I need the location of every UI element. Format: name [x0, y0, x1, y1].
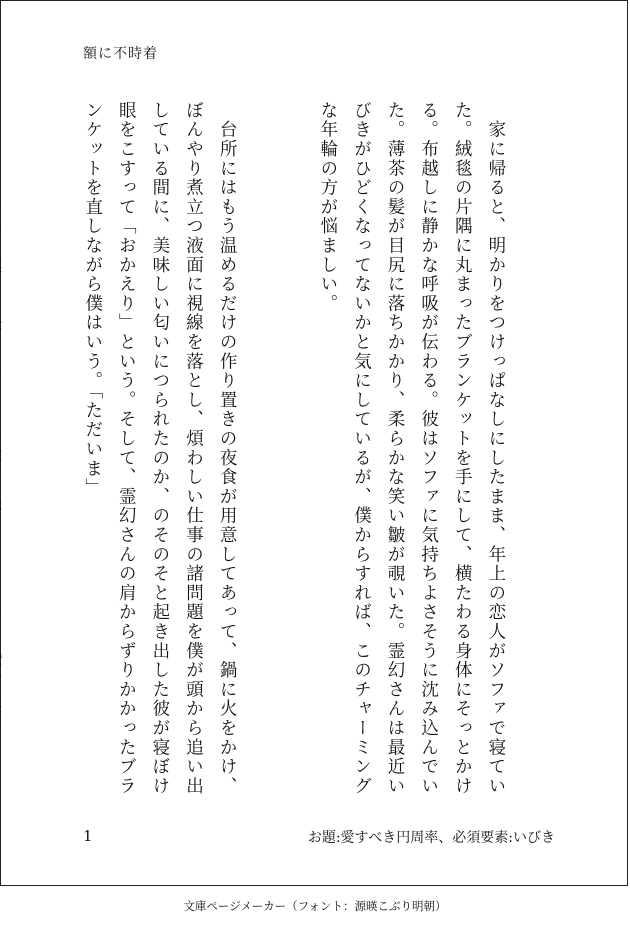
theme-note: お題:愛すべき円周率、必須要素:いびき [307, 830, 555, 846]
paragraph: 台所にはもう温めるだけの作り置きの夜食が用意してあって、鍋に火をかけ、ぼんやり煮立つ液面に視線を落とし、煩わしい仕事の諸問題を僕が頭から追い出している間に、美味しい匂いにつられたのか、のそのそと起き出した彼が寝ぼけ眼をこすって「おかえり」という。そして、霊幻さんの肩からずりかかったブランケットを直しながら僕はいう。「ただいま」 [82, 101, 238, 796]
vertical-body-text [82, 101, 579, 801]
paragraph [0, 101, 8, 801]
page-number: 1 [83, 827, 93, 845]
paragraph: 家に帰ると、明かりをつけっぱなしにしたまま、年上の恋人がソファで寝ていた。絨毯の片隅に丸まったブランケットを手にして、横たわる身体にそっとかける。布越しに静かな呼吸が伝わる。彼はソファに気持ちよさそうに沈み込んでいた。薄茶の髪が目尻に落ちかかり、柔らかな笑い皺が覗いた。霊幻さんは最近いびきがひどくなってないかと気にしているが、僕からすれば、このチャーミングな年輪の方が悩ましい。 [317, 101, 506, 796]
generator-credit: 文庫ページメーカー（フォント：源暎こぶり明朝） [183, 899, 447, 913]
page-title: 額に不時着 [83, 46, 158, 62]
